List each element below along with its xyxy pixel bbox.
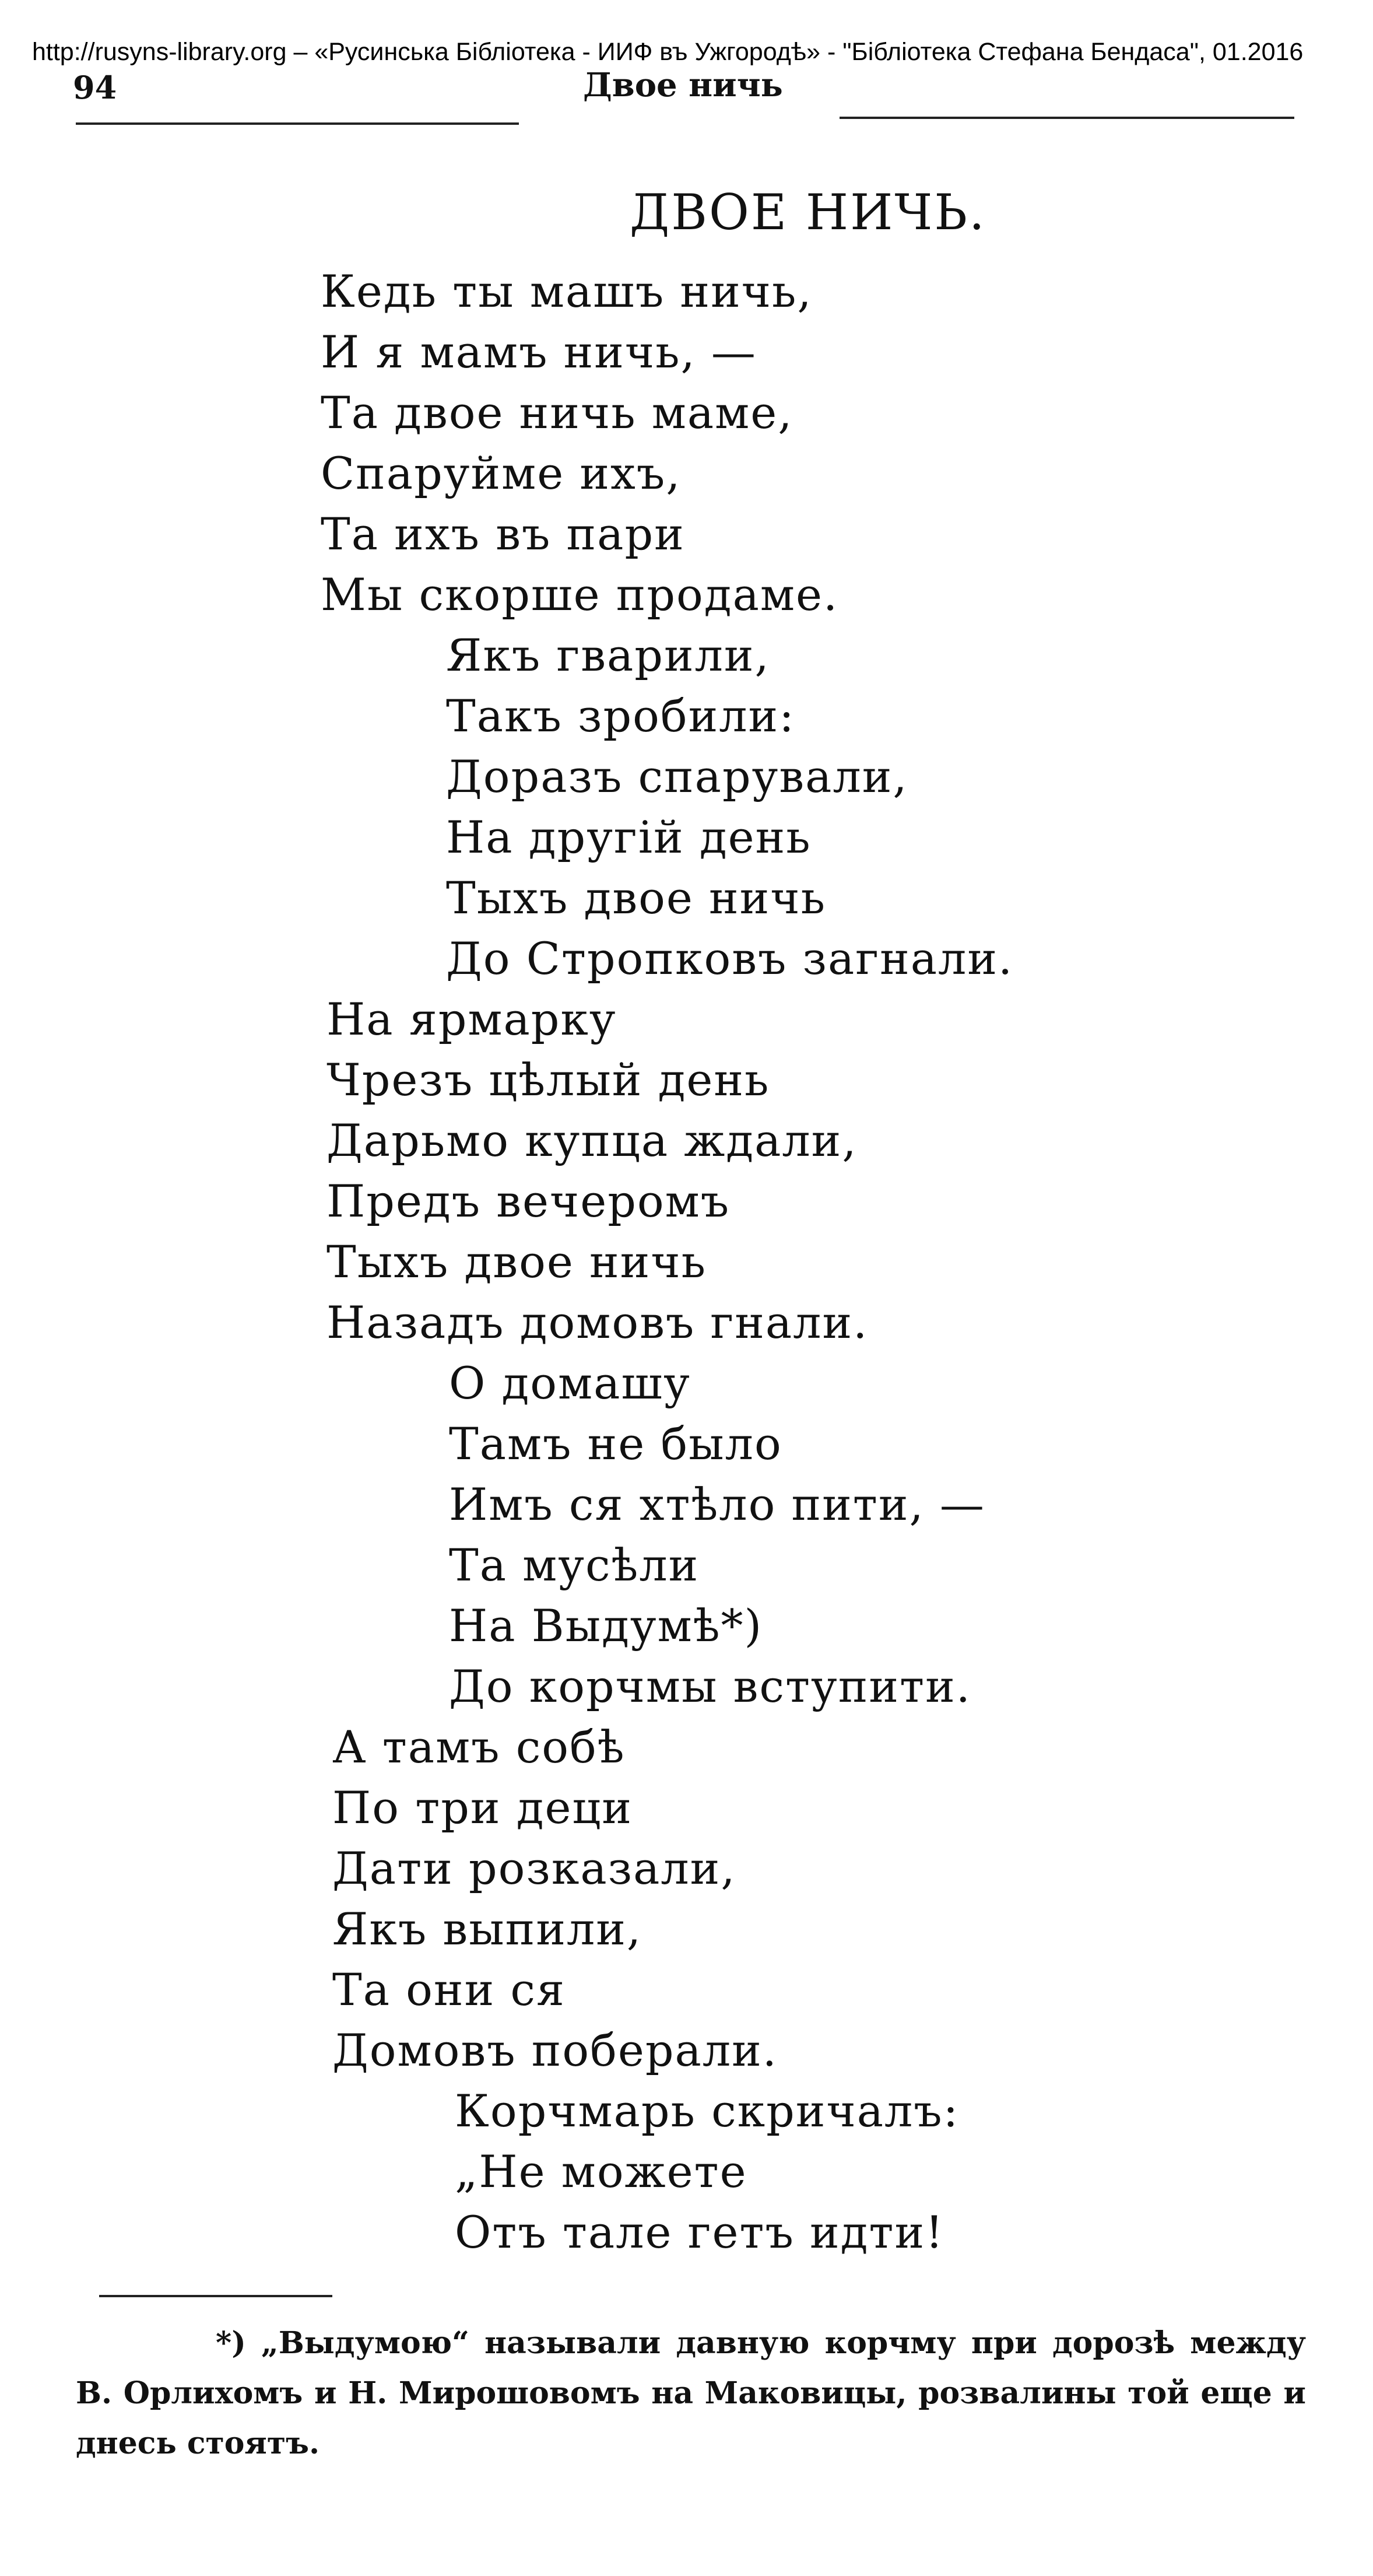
- poem-line: Имъ ся хтѣло пити, —: [449, 1478, 985, 1530]
- poem-line: Дати розказали,: [332, 1842, 736, 1894]
- poem-line: Спаруйме ихъ,: [321, 447, 682, 499]
- poem-line: Та ихъ въ пари: [321, 508, 685, 560]
- poem-line: Предъ вечеромъ: [326, 1175, 731, 1227]
- poem-line: Корчмарь скричалъ:: [455, 2085, 960, 2137]
- poem-line: Якъ выпили,: [332, 1903, 642, 1955]
- poem-line: Тамъ не было: [449, 1418, 782, 1470]
- poem-line: По три деци: [332, 1782, 633, 1834]
- poem-line: Назадъ домовъ гнали.: [326, 1296, 869, 1348]
- poem-line: Домовъ поберали.: [332, 2024, 778, 2076]
- poem-title: ДВОЕ НИЧЬ.: [630, 184, 986, 241]
- poem-line: Кедь ты машъ ничь,: [321, 265, 813, 317]
- poem-line: На ярмарку: [326, 993, 617, 1045]
- poem-line: Та двое ничь маме,: [321, 387, 793, 439]
- poem-line: Мы скорше продаме.: [321, 569, 839, 621]
- poem-line: До корчмы вступити.: [449, 1660, 971, 1712]
- poem-line: Тыхъ двое ничь: [326, 1236, 707, 1288]
- header-rule-left: [76, 122, 519, 125]
- poem-line: До Стропковъ загнали.: [446, 933, 1014, 984]
- source-attribution: http://rusyns-library.org – «Русинська Бібліотека - ИИФ въ Ужгородѣ» - "Бібліотека Стефана Бендаса", 01.2016: [32, 38, 1304, 66]
- poem-line: О домашу: [449, 1357, 691, 1409]
- running-title: Двое ничь: [583, 66, 783, 104]
- poem-line: На другій день: [446, 811, 812, 863]
- poem-line: Доразъ спарували,: [446, 751, 908, 802]
- poem-line: На Выдумѣ*): [449, 1600, 763, 1652]
- poem-line: Тыхъ двое ничь: [446, 872, 826, 924]
- footnote: *) „Выдумою“ называли давную корчму при дорозѣ между В. Орлихомъ и Н. Мирошовомъ на Маковицы, розвалины той еще и днесь стоятъ.: [76, 2325, 1306, 2461]
- footnote-rule: [99, 2295, 332, 2297]
- poem-line: Отъ тале гетъ идти!: [455, 2206, 944, 2258]
- poem-line: А тамъ собѣ: [332, 1721, 626, 1773]
- header-rule-right: [840, 117, 1294, 119]
- poem-line: Та мусѣли: [449, 1539, 700, 1591]
- poem-line: И я мамъ ничь, —: [321, 326, 757, 378]
- poem-line: „Не можете: [455, 2146, 747, 2198]
- poem-line: Якъ гварили,: [446, 629, 770, 681]
- poem-line: Такъ зробили:: [446, 690, 795, 742]
- poem-line: Та они ся: [332, 1964, 566, 2016]
- page-number: 94: [73, 69, 117, 106]
- poem-line: Чрезъ цѣлый день: [326, 1054, 770, 1106]
- poem-line: Дарьмо купца ждали,: [326, 1114, 858, 1166]
